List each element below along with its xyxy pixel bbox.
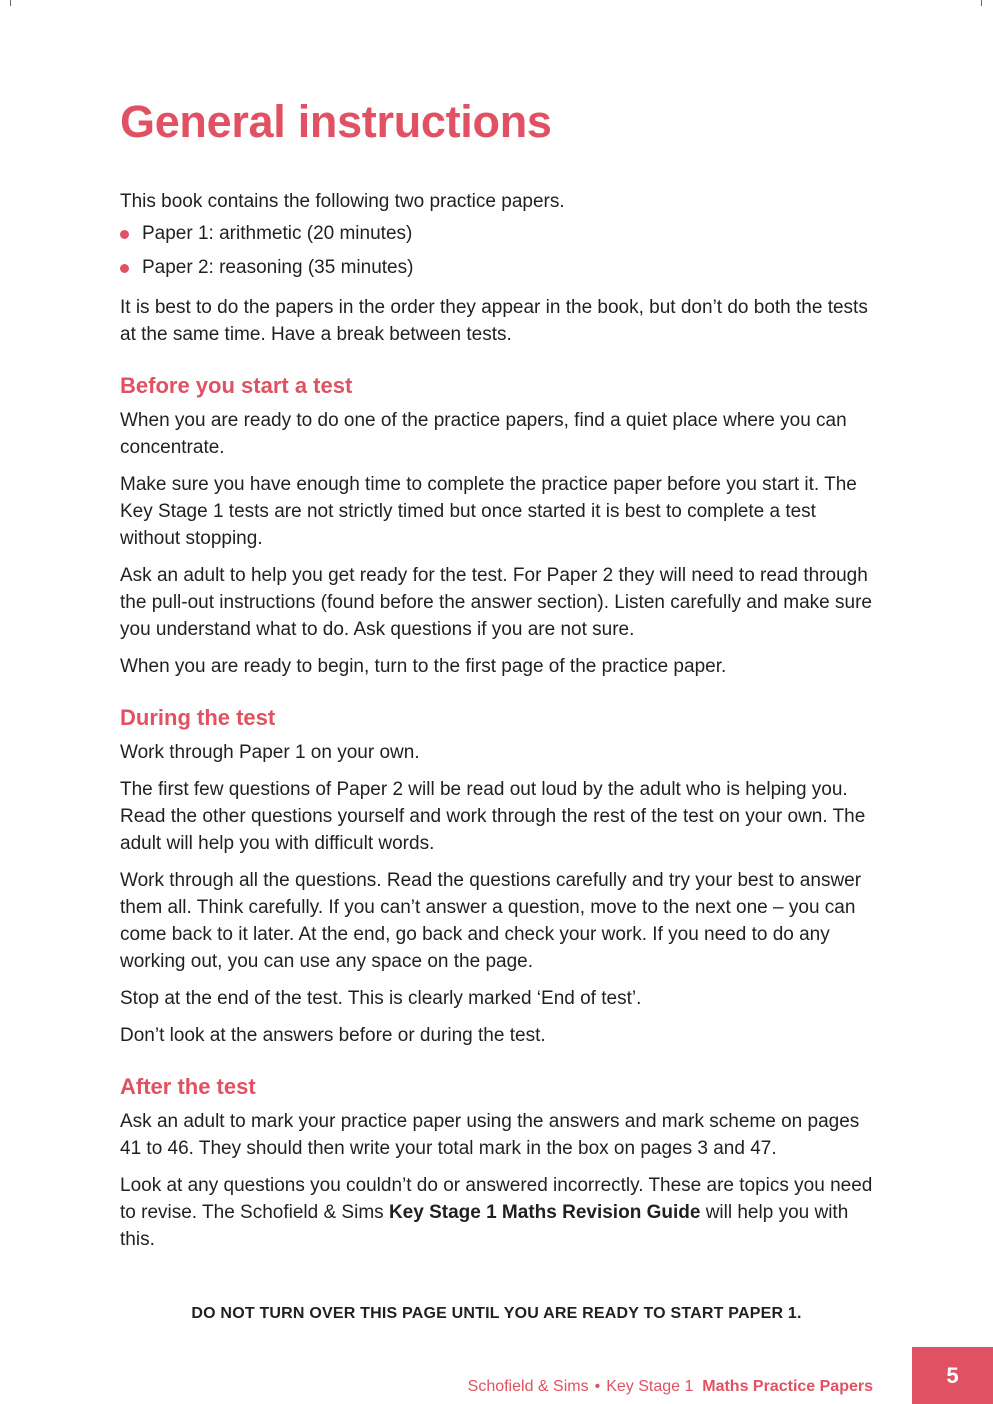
crop-mark-right [981, 0, 982, 6]
bullet-dot-icon [120, 230, 129, 239]
before-paragraph: Ask an adult to help you get ready for the test. For Paper 2 they will need to read through the pull-out instructions (found before the answer section). Listen carefully and make sure you understand what to do. Ask questions if you are not sure. [120, 565, 872, 640]
footer-publisher: Schofield & Sims [467, 1378, 589, 1395]
before-paragraph: Make sure you have enough time to complete the practice paper before you start it. The Key Stage 1 tests are not strictly timed but once started it is best to complete a test without stopping. [120, 474, 857, 549]
during-heading: During the test [120, 705, 276, 730]
crop-mark-left [10, 0, 11, 6]
list-item-text: Paper 1: arithmetic (20 minutes) [142, 223, 413, 244]
during-paragraph: The first few questions of Paper 2 will be read out loud by the adult who is helping you. Read the other questions yourself and work through the rest of the test on your own. The adult will help you with difficult words. [120, 779, 866, 854]
during-paragraph: Stop at the end of the test. This is clearly marked ‘End of test’. [120, 988, 642, 1009]
before-paragraph: When you are ready to do one of the practice papers, find a quiet place where you can concentrate. [120, 410, 847, 458]
list-item-text: Paper 2: reasoning (35 minutes) [142, 257, 414, 278]
list-item [120, 254, 880, 281]
page-number: 5 [912, 1347, 993, 1404]
intro-text: This book contains the following two practice papers. [120, 191, 565, 212]
during-paragraph: Don’t look at the answers before or during the test. [120, 1025, 546, 1046]
footer-book-title: Maths Practice Papers [702, 1378, 873, 1395]
during-paragraph: Work through all the questions. Read the questions carefully and try your best to answer them all. Think carefully. If you can’t answer a question, move to the next one – you can come back to it later. At the end, go back and check your work. If you need to do any working out, you can use any space on the page. [120, 870, 862, 972]
list-item [120, 220, 880, 247]
turn-over-notice: DO NOT TURN OVER THIS PAGE UNTIL YOU ARE READY TO START PAPER 1. [191, 1305, 802, 1322]
footer [468, 1378, 873, 1396]
papers-list [120, 220, 880, 281]
after-text-start: Look at any questions you couldn’t do or answered incorrectly. These are topics you need to revise. The Schofield & Sims [120, 1175, 873, 1223]
before-heading: Before you start a test [120, 373, 353, 398]
footer-series: Key Stage 1 [606, 1378, 694, 1395]
after-paragraph: Ask an adult to mark your practice paper using the answers and mark scheme on pages 41 to 46. They should then write your total mark in the box on pages 3 and 47. [120, 1111, 860, 1159]
before-paragraph: When you are ready to begin, turn to the first page of the practice paper. [120, 656, 727, 677]
footer-separator: • [594, 1378, 601, 1395]
after-paragraph [120, 1172, 880, 1253]
revision-guide-title: Key Stage 1 Maths Revision Guide [388, 1202, 701, 1223]
after-heading: After the test [120, 1074, 256, 1099]
page-content [120, 96, 880, 1263]
after-text-end: will help you with this. [120, 1202, 849, 1250]
during-paragraph: Work through Paper 1 on your own. [120, 742, 420, 763]
order-note: It is best to do the papers in the order they appear in the book, but don’t do both the tests at the same time. Have a break between tests. [120, 297, 868, 345]
page-title: General instructions [120, 96, 552, 147]
bullet-dot-icon [120, 264, 129, 273]
